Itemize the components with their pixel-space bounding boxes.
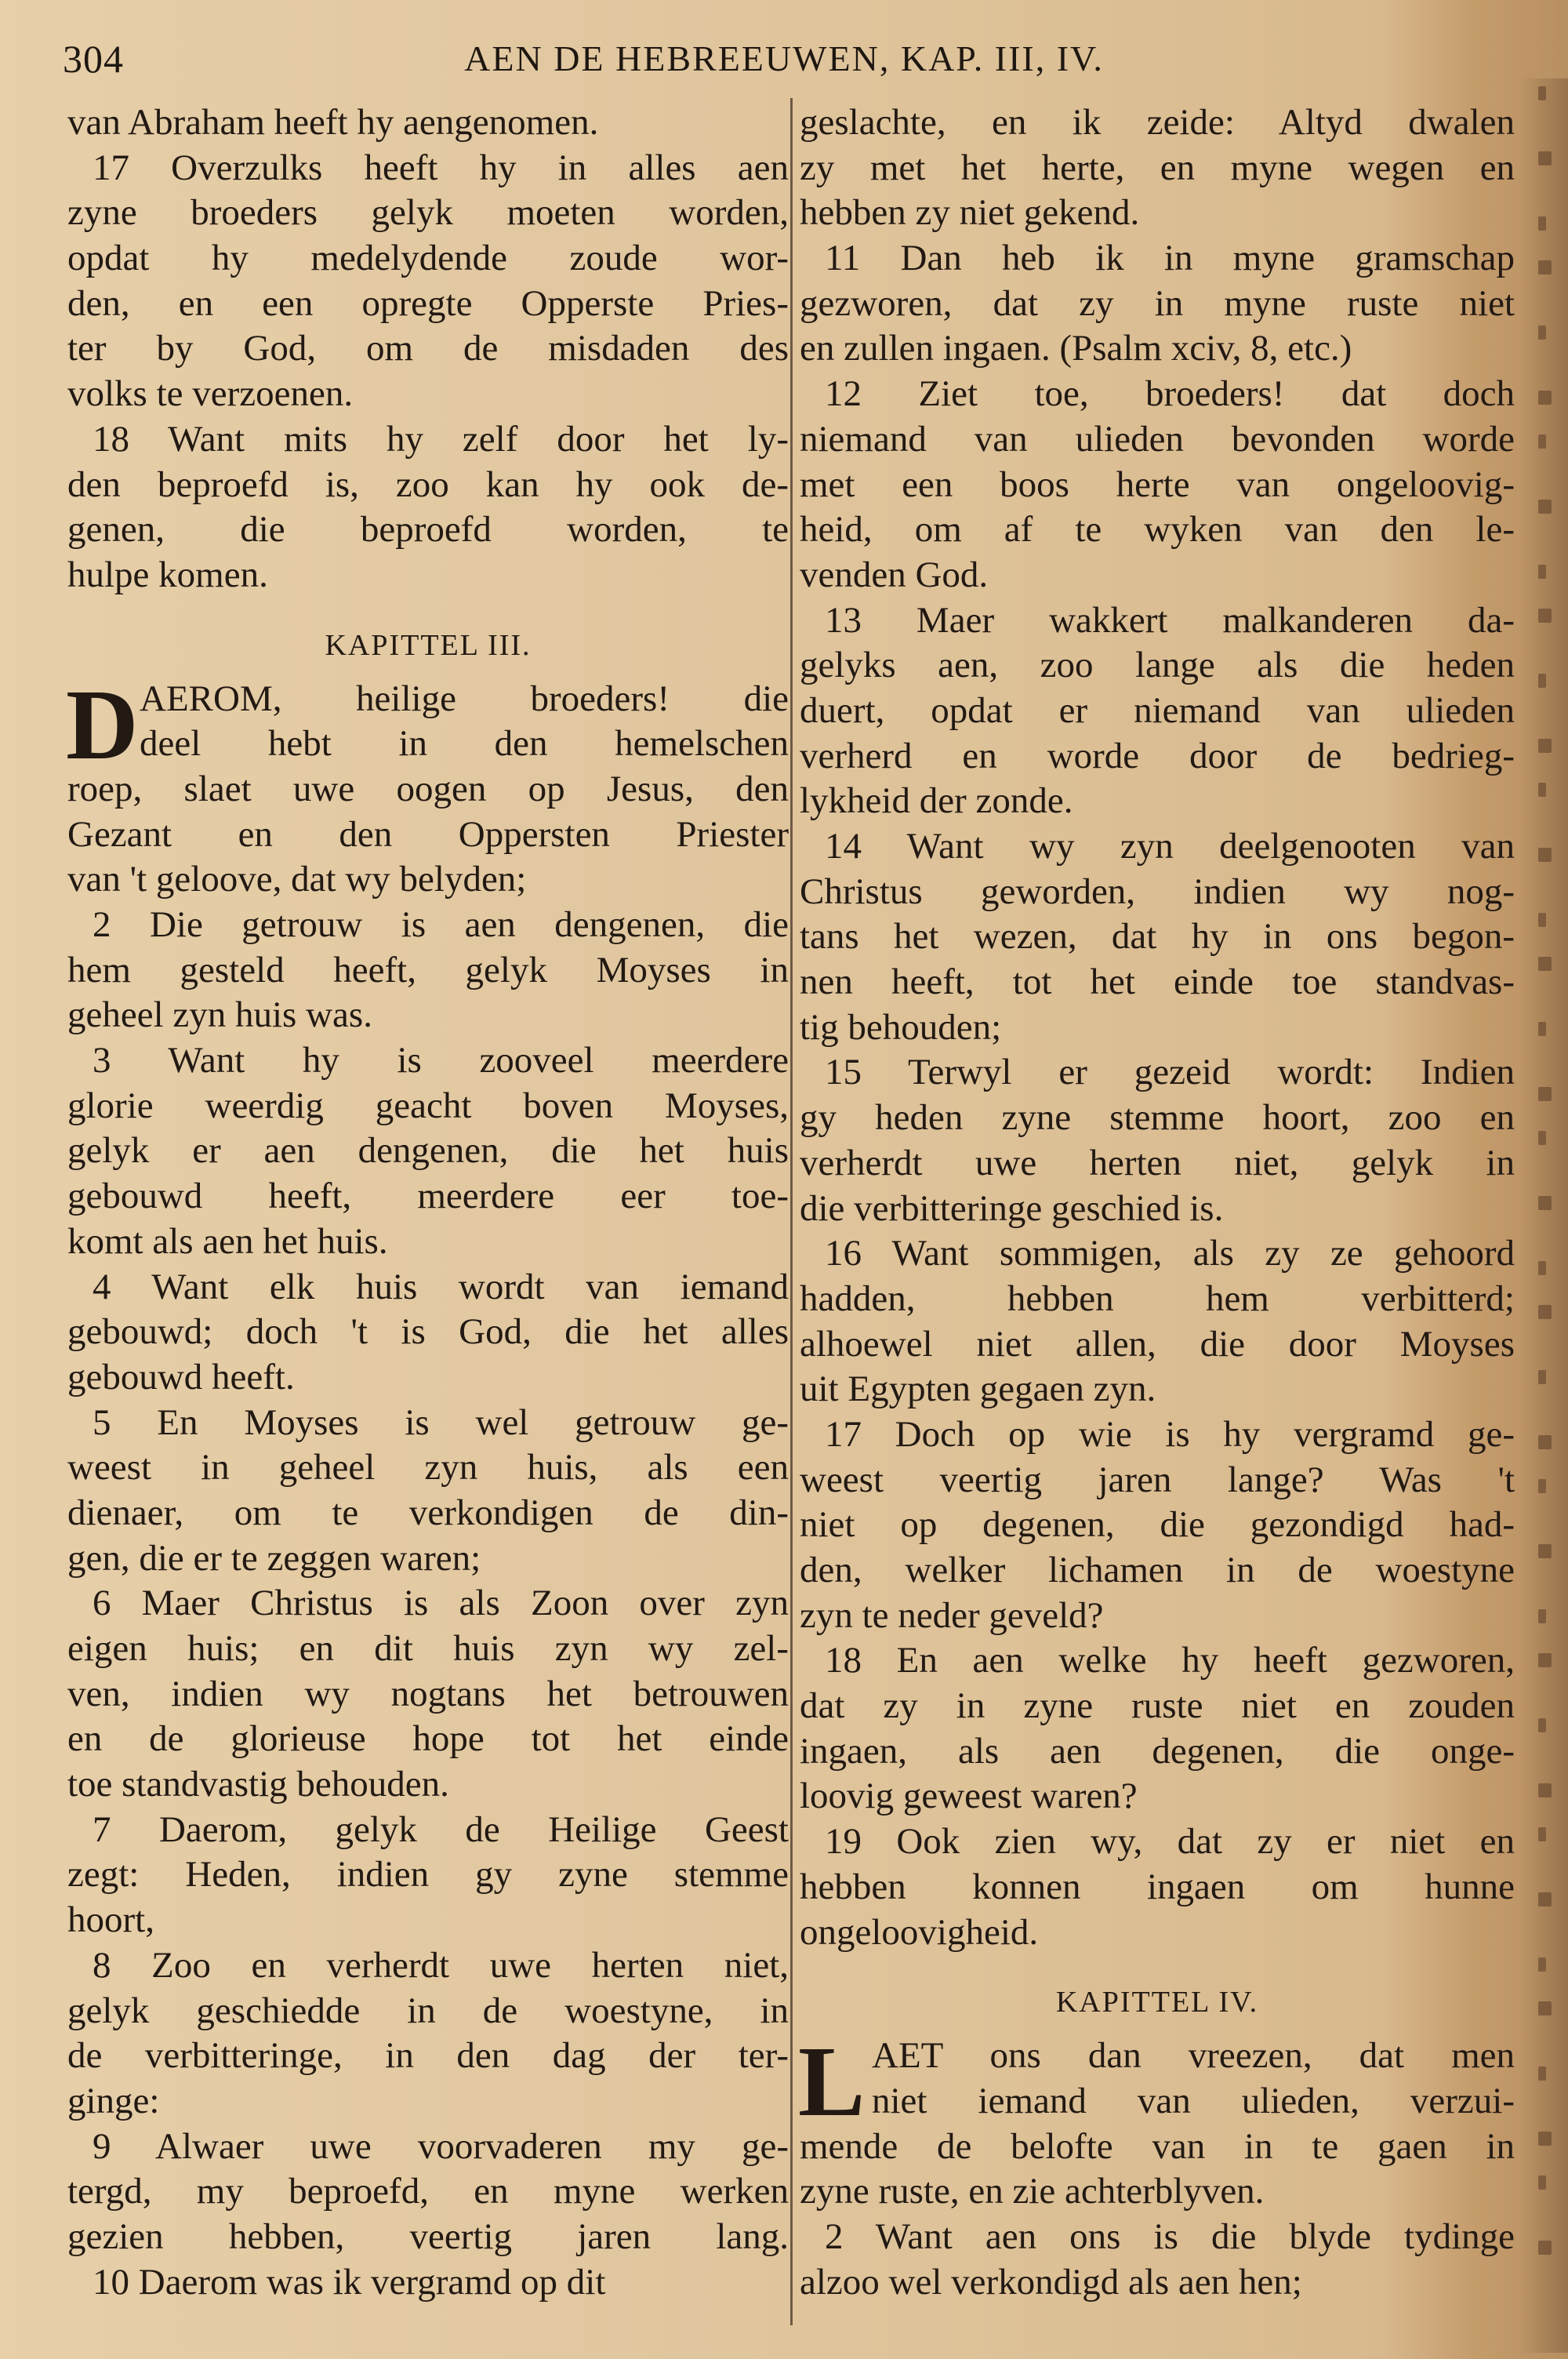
text-line: genen, die beproefd worden, te xyxy=(67,509,789,551)
text-line: gebouwd heeft, meerdere eer toe- xyxy=(67,1176,789,1217)
page-number: 304 xyxy=(63,37,124,81)
text-line: alhoewel niet allen, die door Moyses xyxy=(800,1323,1515,1365)
text-line: hebben zy niet gekend. xyxy=(800,192,1140,234)
facing-page-text-fragment xyxy=(1538,325,1546,340)
column-divider xyxy=(790,98,793,2325)
text-line: ven, indien wy nogtans het betrouwen xyxy=(67,1673,789,1714)
text-line: volks te verzoenen. xyxy=(67,373,354,415)
text-line: weest veertig jaren lange? Was 't xyxy=(800,1459,1515,1500)
text-line: gen, die er te zeggen waren; xyxy=(67,1537,481,1579)
text-line: 18 En aen welke hy heeft gezworen, xyxy=(825,1640,1515,1681)
text-line: geheel zyn huis was. xyxy=(67,994,372,1036)
facing-page-text-fragment xyxy=(1538,260,1552,274)
facing-page-text-fragment xyxy=(1538,1261,1546,1275)
text-line: 17 Overzulks heeft hy in alles aen xyxy=(93,147,789,188)
facing-page-text-fragment xyxy=(1538,1783,1552,1797)
facing-page-text-fragment xyxy=(1538,86,1546,100)
text-line: verherd en worde door de bedrieg- xyxy=(800,735,1515,776)
text-line: gebouwd; doch 't is God, die het alles xyxy=(67,1311,789,1353)
text-line: gelyk er aen dengenen, die het huis xyxy=(67,1130,789,1172)
text-line: komt als aen het huis. xyxy=(67,1220,388,1262)
text-line: hulpe komen. xyxy=(67,554,268,595)
page-header xyxy=(0,31,1537,86)
text-line: zegt: Heden, indien gy zyne stemme xyxy=(67,1854,789,1896)
text-line: gelyk geschiedde in de woestyne, in xyxy=(67,1990,789,2031)
text-line: tergd, my beproefd, en myne werken xyxy=(67,2171,789,2212)
facing-page-text-fragment xyxy=(1538,216,1546,231)
text-line: zyne broeders gelyk moeten worden, xyxy=(67,192,789,234)
text-line: ongeloovigheid. xyxy=(800,1911,1039,1953)
facing-page-text-fragment xyxy=(1538,913,1546,927)
text-line: 18 Want mits hy zelf door het ly- xyxy=(93,418,789,460)
text-line: tig behouden; xyxy=(800,1006,1002,1048)
text-line: venden God. xyxy=(800,554,989,595)
text-line: loovig geweest waren? xyxy=(800,1776,1138,1817)
text-line: alzoo wel verkondigd als aen hen; xyxy=(800,2261,1302,2303)
running-title: AEN DE HEBREEUWEN, KAP. III, IV. xyxy=(464,38,1104,78)
text-line: geslachte, en ik zeide: Altyd dwalen xyxy=(800,102,1515,143)
text-line: zyne ruste, en zie achterblyven. xyxy=(800,2171,1265,2212)
text-line: de verbitteringe, in den dag der ter- xyxy=(67,2035,789,2077)
text-line: en zullen ingaen. (Psalm xciv, 8, etc.) xyxy=(800,328,1352,369)
text-line: verherdt uwe herten niet, gelyk in xyxy=(800,1142,1515,1183)
text-line: 12 Ziet toe, broeders! dat doch xyxy=(825,373,1515,415)
text-line: AET ons dan vreezen, dat men xyxy=(872,2035,1515,2077)
text-line: hem gesteld heeft, gelyk Moyses in xyxy=(67,949,789,990)
facing-page-text-fragment xyxy=(1538,1435,1552,1449)
text-line: AEROM, heilige broeders! die xyxy=(140,678,789,719)
text-line: nen heeft, tot het einde toe standvas- xyxy=(800,961,1515,1003)
text-line: 14 Want wy zyn deelgenooten van xyxy=(825,826,1515,867)
facing-page-text-fragment xyxy=(1538,1087,1552,1101)
text-line: den beproefd is, zoo kan hy ook de- xyxy=(67,463,789,505)
facing-page-text-fragment xyxy=(1538,739,1552,753)
text-line: 11 Dan heb ik in myne gramschap xyxy=(825,238,1515,279)
facing-page-text-fragment xyxy=(1538,2066,1546,2081)
right-dropcap-lines xyxy=(798,2026,1515,2138)
facing-page-text-fragment xyxy=(1538,674,1546,688)
text-line: roep, slaet uwe oogen op Jesus, den xyxy=(67,768,789,809)
text-line: opdat hy medelydende zoude wor- xyxy=(67,238,789,279)
text-line: tans het wezen, dat hy in ons begon- xyxy=(800,916,1515,958)
text-line: 7 Daerom, gelyk de Heilige Geest xyxy=(93,1808,789,1850)
left-column xyxy=(67,100,789,2305)
facing-page-text-fragment xyxy=(1538,1544,1552,1558)
facing-page-text-fragment xyxy=(1538,1609,1546,1623)
text-line: eigen huis; en dit huis zyn wy zel- xyxy=(67,1628,789,1669)
left-dropcap-block xyxy=(66,668,789,780)
facing-page-text-fragment xyxy=(1538,434,1546,449)
text-line: 2 Die getrouw is aen dengenen, die xyxy=(93,904,789,945)
facing-page-text-fragment xyxy=(1538,1653,1552,1667)
text-line: dienaer, om te verkondigen de din- xyxy=(67,1492,789,1533)
text-line: niet iemand van ulieden, verzui- xyxy=(872,2080,1515,2121)
left-dropcap-lines xyxy=(66,668,789,780)
facing-page-text-fragment xyxy=(1538,2132,1552,2146)
text-line: en de glorieuse hope tot het einde xyxy=(67,1718,789,1760)
right-top-text xyxy=(800,100,1515,1955)
text-line: 3 Want hy is zooveel meerdere xyxy=(93,1040,789,1081)
text-line: dat zy in zyne ruste niet en zouden xyxy=(800,1685,1515,1727)
text-line: lykheid der zonde. xyxy=(800,780,1073,822)
text-line: zyn te neder geveld? xyxy=(800,1594,1104,1636)
text-line: weest in geheel zyn huis, als een xyxy=(67,1447,789,1488)
text-line: den, en een opregte Opperste Pries- xyxy=(67,282,789,324)
text-line: 5 En Moyses is wel getrouw ge- xyxy=(93,1401,789,1443)
text-line: gebouwd heeft. xyxy=(67,1356,295,1398)
facing-page-text-fragment xyxy=(1538,957,1552,971)
text-line: den, welker lichamen in de woestyne xyxy=(800,1550,1515,1590)
facing-page-text-fragment xyxy=(1538,565,1546,579)
left-body-text xyxy=(67,767,789,2305)
drop-cap-letter: D xyxy=(66,668,139,780)
facing-page-text-fragment xyxy=(1538,151,1552,165)
text-line: met een boos herte van ongeloovig- xyxy=(800,463,1515,505)
text-line: hoort, xyxy=(67,1899,154,1941)
facing-page-text-fragment xyxy=(1538,1131,1546,1145)
text-line: deel hebt in den hemelschen xyxy=(140,723,789,765)
text-line: van Abraham heeft hy aengenomen. xyxy=(67,102,599,143)
text-line: Gezant en den Oppersten Priester xyxy=(67,813,789,855)
left-top-text xyxy=(67,100,789,598)
text-line: 9 Alwaer uwe voorvaderen my ge- xyxy=(93,2125,789,2167)
text-line: 15 Terwyl er gezeid wordt: Indien xyxy=(825,1052,1515,1093)
text-line: hadden, hebben hem verbitterd; xyxy=(800,1278,1515,1319)
text-line: zy met het herte, en myne wegen en xyxy=(800,147,1515,188)
facing-page-text-fragment xyxy=(1538,391,1552,405)
text-line: heid, om af te wyken van den le- xyxy=(800,509,1515,551)
text-line: ginge: xyxy=(67,2080,160,2121)
facing-page-text-fragment xyxy=(1538,1718,1546,1732)
text-line: 17 Doch op wie is hy vergramd ge- xyxy=(825,1413,1515,1455)
right-body-text xyxy=(800,2125,1515,2306)
facing-page-text-fragment xyxy=(1538,2241,1552,2255)
chapter-heading-iii: KAPITTEL III. xyxy=(325,628,532,662)
facing-page-text-fragment xyxy=(1538,609,1552,623)
facing-page-text-fragment xyxy=(1538,500,1552,514)
drop-cap-letter: L xyxy=(798,2026,866,2138)
text-line: ingaen, als aen degenen, die onge- xyxy=(800,1730,1515,1772)
text-line: van 't geloove, dat wy belyden; xyxy=(67,859,527,900)
text-line: 19 Ook zien wy, dat zy er niet en xyxy=(825,1821,1515,1863)
text-line: 13 Maer wakkert malkanderen da- xyxy=(825,599,1515,641)
text-line: 2 Want aen ons is die blyde tydinge xyxy=(825,2215,1515,2257)
text-line: glorie weerdig geacht boven Moyses, xyxy=(67,1085,789,1126)
text-line: niemand van ulieden bevonden worde xyxy=(800,418,1515,460)
facing-page-text-fragment xyxy=(1538,2175,1546,2190)
right-column xyxy=(800,100,1515,2305)
facing-page-text-fragment xyxy=(1538,1957,1546,1972)
text-line: hebben konnen ingaen om hunne xyxy=(800,1866,1515,1907)
text-line: gelyks aen, zoo lange als die heden xyxy=(800,645,1515,686)
text-line: ter by God, om de misdaden des xyxy=(67,328,789,369)
text-line: 16 Want sommigen, als zy ze gehoord xyxy=(825,1233,1515,1274)
text-line: gezworen, dat zy in myne ruste niet xyxy=(800,282,1515,324)
text-line: Christus geworden, indien wy nog- xyxy=(800,871,1515,912)
right-dropcap-block xyxy=(798,2026,1515,2138)
facing-page-text-fragment xyxy=(1538,1479,1546,1493)
text-line: toe standvastig behouden. xyxy=(67,1764,449,1805)
text-line: uit Egypten gegaen zyn. xyxy=(800,1369,1156,1410)
text-line: die verbitteringe geschied is. xyxy=(800,1187,1224,1229)
text-line: mende de belofte van in te gaen in xyxy=(800,2125,1515,2167)
facing-page-text-fragment xyxy=(1538,1196,1552,1210)
facing-page-text-fragment xyxy=(1538,783,1546,797)
facing-page-text-fragment xyxy=(1538,1305,1552,1319)
facing-page-text-fragment xyxy=(1538,1892,1552,1906)
text-line: 10 Daerom was ik vergramd op dit xyxy=(93,2261,606,2303)
text-line: 4 Want elk huis wordt van iemand xyxy=(93,1266,789,1307)
facing-page-text-fragment xyxy=(1538,1022,1546,1036)
facing-page-text-fragment xyxy=(1538,2001,1552,2016)
facing-page-text-fragment xyxy=(1538,1370,1546,1384)
text-line: gezien hebben, veertig jaren lang. xyxy=(67,2215,789,2257)
facing-page-text-fragment xyxy=(1538,1827,1546,1841)
text-line: 8 Zoo en verherdt uwe herten niet, xyxy=(93,1944,789,1986)
text-line: niet op degenen, die gezondigd had- xyxy=(800,1504,1515,1546)
facing-page-text-fragment xyxy=(1538,848,1552,862)
text-line: duert, opdat er niemand van ulieden xyxy=(800,689,1515,731)
text-line: gy heden zyne stemme hoort, zoo en xyxy=(800,1097,1515,1139)
chapter-heading-iv: KAPITTEL IV. xyxy=(1055,1986,1259,2019)
text-line: 6 Maer Christus is als Zoon over zyn xyxy=(93,1583,789,1624)
